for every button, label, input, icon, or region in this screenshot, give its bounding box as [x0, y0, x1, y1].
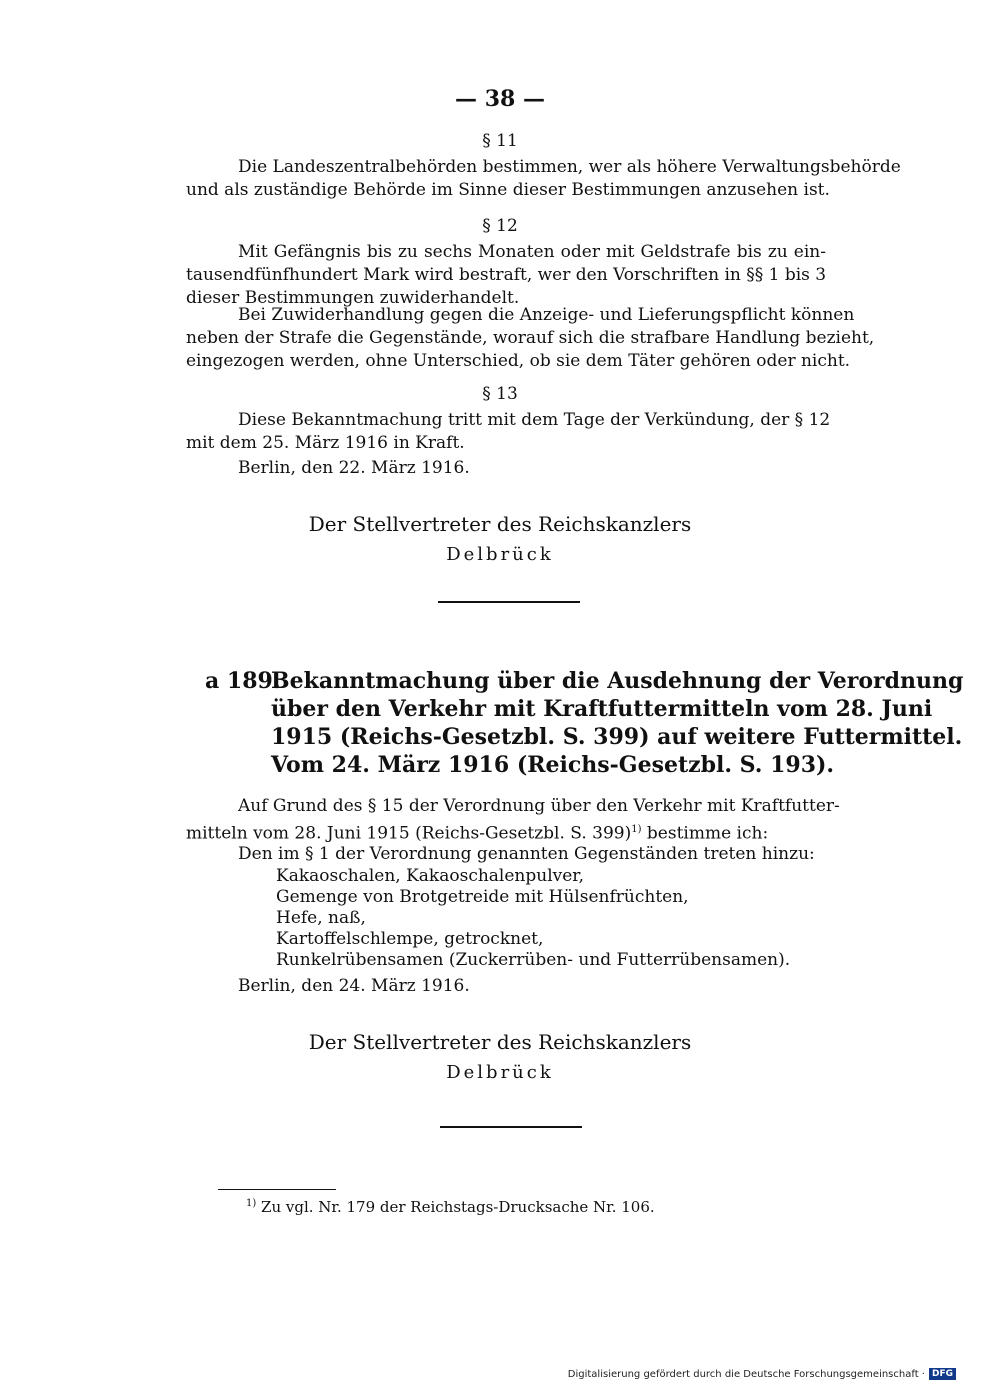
- separator-rule: [438, 601, 580, 603]
- signature-name: Delbrück: [446, 544, 554, 565]
- text-line: eingezogen werden, ohne Unterschied, ob sie dem Täter gehören oder nicht.: [186, 351, 851, 371]
- signature-block-2: [0, 1030, 1000, 1083]
- date-text: Berlin, den 24. März 1916.: [238, 976, 470, 996]
- title-line: 1915 (Reichs-Gesetzbl. S. 399) auf weitere Futtermittel.: [271, 724, 963, 750]
- text-line: [186, 818, 826, 846]
- text-line: Die Landeszentralbehörden bestimmen, wer als höhere Verwaltungsbehörde: [238, 157, 901, 177]
- signature-title: Der Stellvertreter des Reichskanzlers: [308, 1030, 692, 1054]
- text-line: mit dem 25. März 1916 in Kraft.: [186, 433, 465, 453]
- announcement-number: a 189.: [205, 668, 281, 694]
- signature-title: Der Stellvertreter des Reichskanzlers: [308, 512, 692, 536]
- section-13-text: [186, 409, 831, 455]
- digitization-footer: [568, 1368, 956, 1380]
- list-item: Gemenge von Brotgetreide mit Hülsenfrüchten,: [276, 887, 689, 907]
- footer-text: Digitalisierung gefördert durch die Deutsche Forschungsgemeinschaft ·: [567, 1368, 925, 1380]
- list-item: Kakaoschalen, Kakaoschalenpulver,: [276, 866, 584, 886]
- section-12-heading: § 12: [482, 216, 518, 236]
- text-line: neben der Strafe die Gegenstände, worauf sich die strafbare Handlung bezieht,: [186, 328, 875, 348]
- text-line: und als zuständige Behörde im Sinne dieser Bestimmungen anzusehen ist.: [186, 180, 830, 200]
- separator-rule: [440, 1126, 582, 1128]
- text-line: Bei Zuwiderhandlung gegen die Anzeige- und Lieferungspflicht können: [238, 305, 855, 325]
- text-line: Auf Grund des § 15 der Verordnung über den Verkehr mit Kraftfutter-: [238, 796, 840, 816]
- dfg-logo: DFG: [929, 1368, 956, 1380]
- date-line-2: [186, 975, 826, 998]
- footnote-mark: 1): [246, 1198, 257, 1209]
- text-line: dieser Bestimmungen zuwiderhandelt.: [186, 288, 520, 308]
- list-item: Runkelrübensamen (Zuckerrüben- und Futterrübensamen).: [276, 950, 791, 970]
- title-line: Vom 24. März 1916 (Reichs-Gesetzbl. S. 193).: [271, 752, 835, 778]
- title-line: Bekanntmachung über die Ausdehnung der Verordnung: [271, 668, 964, 694]
- footnote-rule: [218, 1189, 336, 1190]
- text-span: bestimme ich:: [641, 823, 769, 844]
- text-line: tausendfünfhundert Mark wird bestraft, wer den Vorschriften in §§ 1 bis 3: [186, 265, 827, 285]
- date-text: Berlin, den 22. März 1916.: [238, 458, 470, 478]
- footnote: [246, 1198, 655, 1216]
- section-13-heading: § 13: [482, 384, 518, 404]
- announcement-intro: [186, 795, 840, 846]
- announcement-title: [271, 667, 964, 779]
- section-11-text: [186, 156, 901, 202]
- item-list: [276, 866, 790, 971]
- title-line: über den Verkehr mit Kraftfuttermitteln vom 28. Juni: [271, 696, 933, 722]
- list-item: Kartoffelschlempe, getrocknet,: [276, 929, 544, 949]
- date-line-1: [186, 457, 826, 480]
- signature-name: Delbrück: [446, 1062, 554, 1083]
- announcement-heading: [205, 667, 964, 779]
- footnote-reference: 1): [631, 824, 642, 835]
- text-line: Diese Bekanntmachung tritt mit dem Tage der Verkündung, der § 12: [238, 410, 831, 430]
- list-item: Hefe, naß,: [276, 908, 366, 928]
- section-11-heading: § 11: [482, 131, 518, 151]
- text-line: Mit Gefängnis bis zu sechs Monaten oder mit Geldstrafe bis zu ein-: [238, 242, 826, 262]
- footnote-text: Zu vgl. Nr. 179 der Reichstags-Drucksache Nr. 106.: [256, 1198, 655, 1216]
- list-intro: [186, 843, 826, 866]
- section-12-paragraph-1: [186, 241, 826, 310]
- section-12-paragraph-2: [186, 304, 875, 373]
- text-span: mitteln vom 28. Juni 1915 (Reichs-Gesetzbl. S. 399): [186, 823, 632, 844]
- page-number: — 38 —: [455, 86, 545, 112]
- text-line: Den im § 1 der Verordnung genannten Gegenständen treten hinzu:: [238, 844, 815, 864]
- signature-block-1: [0, 512, 1000, 565]
